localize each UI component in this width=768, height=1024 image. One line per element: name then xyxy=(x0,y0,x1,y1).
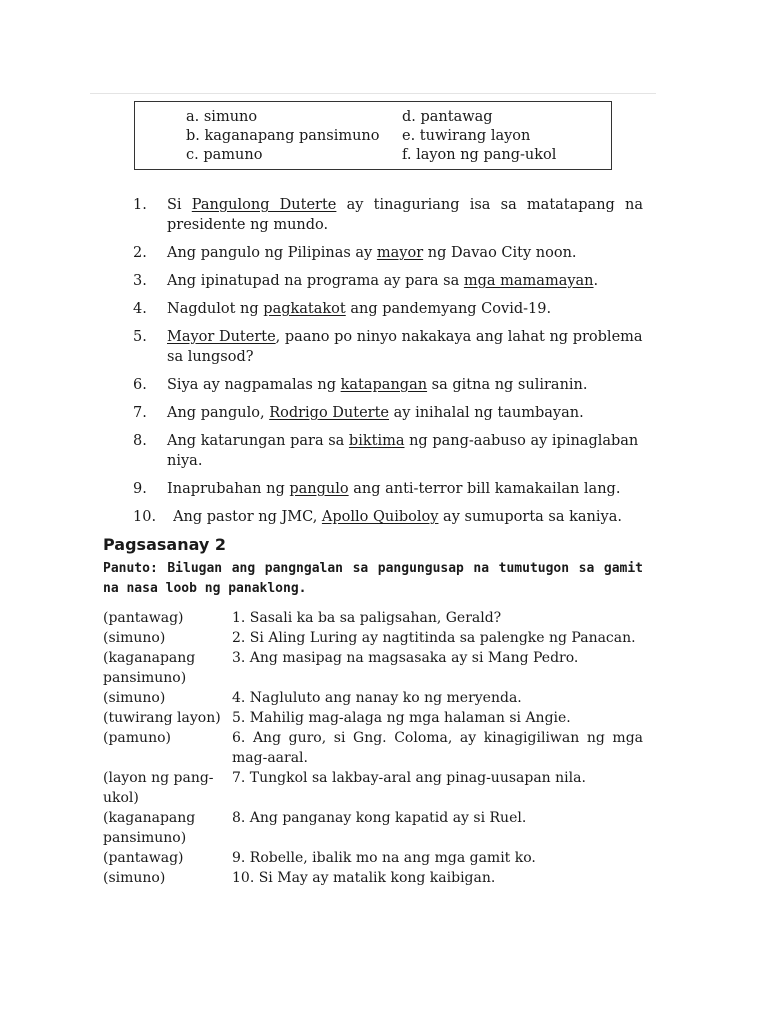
item-number: 6. xyxy=(133,377,147,393)
legend-option-b: b. kaganapang pansimuno xyxy=(186,128,380,144)
item-number: 9. xyxy=(133,481,147,497)
item-sentence: Ang katarungan para sa biktima ng pang-aabuso ay ipinaglaban niya. xyxy=(167,433,639,469)
legend-option-c: c. pamuno xyxy=(186,147,263,163)
item-sentence: Nagdulot ng pagkatakot ang pandemyang Covid-19. xyxy=(167,301,552,317)
role-label: (layon ng pang-ukol) xyxy=(103,770,214,806)
section-title: Pagsasanay 2 xyxy=(103,535,227,554)
role-label: (pantawag) xyxy=(103,850,184,866)
instructions: Panuto: Bilugan ang pangngalan sa pangungusap na tumutugon sa gamit na nasa loob ng panaklong. xyxy=(103,561,643,596)
legend-option-d: d. pantawag xyxy=(402,109,493,125)
underlined-noun: Pangulong Duterte xyxy=(191,197,337,213)
list-item xyxy=(133,327,643,367)
role-label: (kaganapang pansimuno) xyxy=(103,810,196,846)
list-item xyxy=(133,431,643,471)
page-top-divider xyxy=(90,93,656,94)
legend-option-a: a. simuno xyxy=(186,109,258,125)
item-number: 2. xyxy=(133,245,147,261)
legend-option-e: e. tuwirang layon xyxy=(402,128,531,144)
item-sentence: Si Pangulong Duterte ay tinaguriang isa sa matatapang na presidente ng mundo. xyxy=(167,197,643,233)
table-row xyxy=(103,768,643,808)
underlined-noun: katapangan xyxy=(340,377,428,393)
list-item xyxy=(133,403,643,423)
role-label: (simuno) xyxy=(103,870,166,886)
underlined-noun: pangulo xyxy=(289,481,349,497)
list-item xyxy=(133,243,643,263)
table-row xyxy=(103,808,643,848)
exercise-2-list xyxy=(103,608,643,888)
item-sentence: Ang pastor ng JMC, Apollo Quiboloy ay sumuporta sa kaniya. xyxy=(173,509,622,525)
item-sentence: Ang pangulo ng Pilipinas ay mayor ng Davao City noon. xyxy=(167,245,577,261)
table-row xyxy=(103,868,643,888)
table-row xyxy=(103,728,643,768)
role-label: (pantawag) xyxy=(103,610,184,626)
exercise-sentence: 10. Si May ay matalik kong kaibigan. xyxy=(232,870,496,886)
role-label: (tuwirang layon) xyxy=(103,710,221,726)
exercise-sentence: 7. Tungkol sa lakbay-aral ang pinag-uusapan nila. xyxy=(232,770,586,786)
underlined-noun: Apollo Quiboloy xyxy=(321,509,439,525)
exercise-sentence: 8. Ang panganay kong kapatid ay si Ruel. xyxy=(232,810,527,826)
legend-column-right xyxy=(402,108,556,165)
underlined-noun: biktima xyxy=(348,433,405,449)
exercise-sentence: 3. Ang masipag na magsasaka ay si Mang Pedro. xyxy=(232,650,579,666)
role-label: (pamuno) xyxy=(103,730,171,746)
legend-option-f: f. layon ng pang-ukol xyxy=(402,147,557,163)
role-label: (kaganapang pansimuno) xyxy=(103,650,196,686)
exercise-sentence: 5. Mahilig mag-alaga ng mga halaman si Angie. xyxy=(232,710,571,726)
underlined-noun: mayor xyxy=(376,245,424,261)
table-row xyxy=(103,608,643,628)
item-sentence: Ang pangulo, Rodrigo Duterte ay inihalal ng taumbayan. xyxy=(167,405,584,421)
table-row xyxy=(103,848,643,868)
underlined-noun: mga mamamayan xyxy=(463,273,594,289)
item-number: 5. xyxy=(133,329,147,345)
exercise-sentence: 1. Sasali ka ba sa paligsahan, Gerald? xyxy=(232,610,502,626)
item-number: 10. xyxy=(133,509,157,525)
underlined-noun: pagkatakot xyxy=(263,301,346,317)
list-item xyxy=(133,299,643,319)
list-item xyxy=(133,479,643,499)
item-sentence: Siya ay nagpamalas ng katapangan sa gitna ng suliranin. xyxy=(167,377,588,393)
table-row xyxy=(103,708,643,728)
item-number: 7. xyxy=(133,405,147,421)
exercise-sentence: 9. Robelle, ibalik mo na ang mga gamit ko. xyxy=(232,850,536,866)
underlined-noun: Mayor Duterte xyxy=(167,329,276,345)
list-item xyxy=(133,375,643,395)
item-sentence: Ang ipinatupad na programa ay para sa mga mamamayan. xyxy=(167,273,599,289)
role-label: (simuno) xyxy=(103,630,166,646)
table-row xyxy=(103,648,643,688)
list-item xyxy=(133,507,643,527)
item-number: 1. xyxy=(133,197,147,213)
answer-legend-box xyxy=(134,101,612,170)
underlined-noun: Rodrigo Duterte xyxy=(269,405,390,421)
item-number: 3. xyxy=(133,273,147,289)
exercise-sentence: 2. Si Aling Luring ay nagtitinda sa palengke ng Panacan. xyxy=(232,630,636,646)
item-sentence: Inaprubahan ng pangulo ang anti-terror bill kamakailan lang. xyxy=(167,481,621,497)
exercise-1-list xyxy=(133,195,643,535)
item-sentence: Mayor Duterte, paano po ninyo nakakaya ang lahat ng problema sa lungsod? xyxy=(167,329,643,365)
item-number: 4. xyxy=(133,301,147,317)
item-number: 8. xyxy=(133,433,147,449)
exercise-sentence: 6. Ang guro, si Gng. Coloma, ay kinagigiliwan ng mga mag-aaral. xyxy=(232,730,643,766)
list-item xyxy=(133,195,643,235)
table-row xyxy=(103,628,643,648)
table-row xyxy=(103,688,643,708)
exercise-sentence: 4. Nagluluto ang nanay ko ng meryenda. xyxy=(232,690,522,706)
role-label: (simuno) xyxy=(103,690,166,706)
list-item xyxy=(133,271,643,291)
legend-column-left xyxy=(186,108,380,165)
